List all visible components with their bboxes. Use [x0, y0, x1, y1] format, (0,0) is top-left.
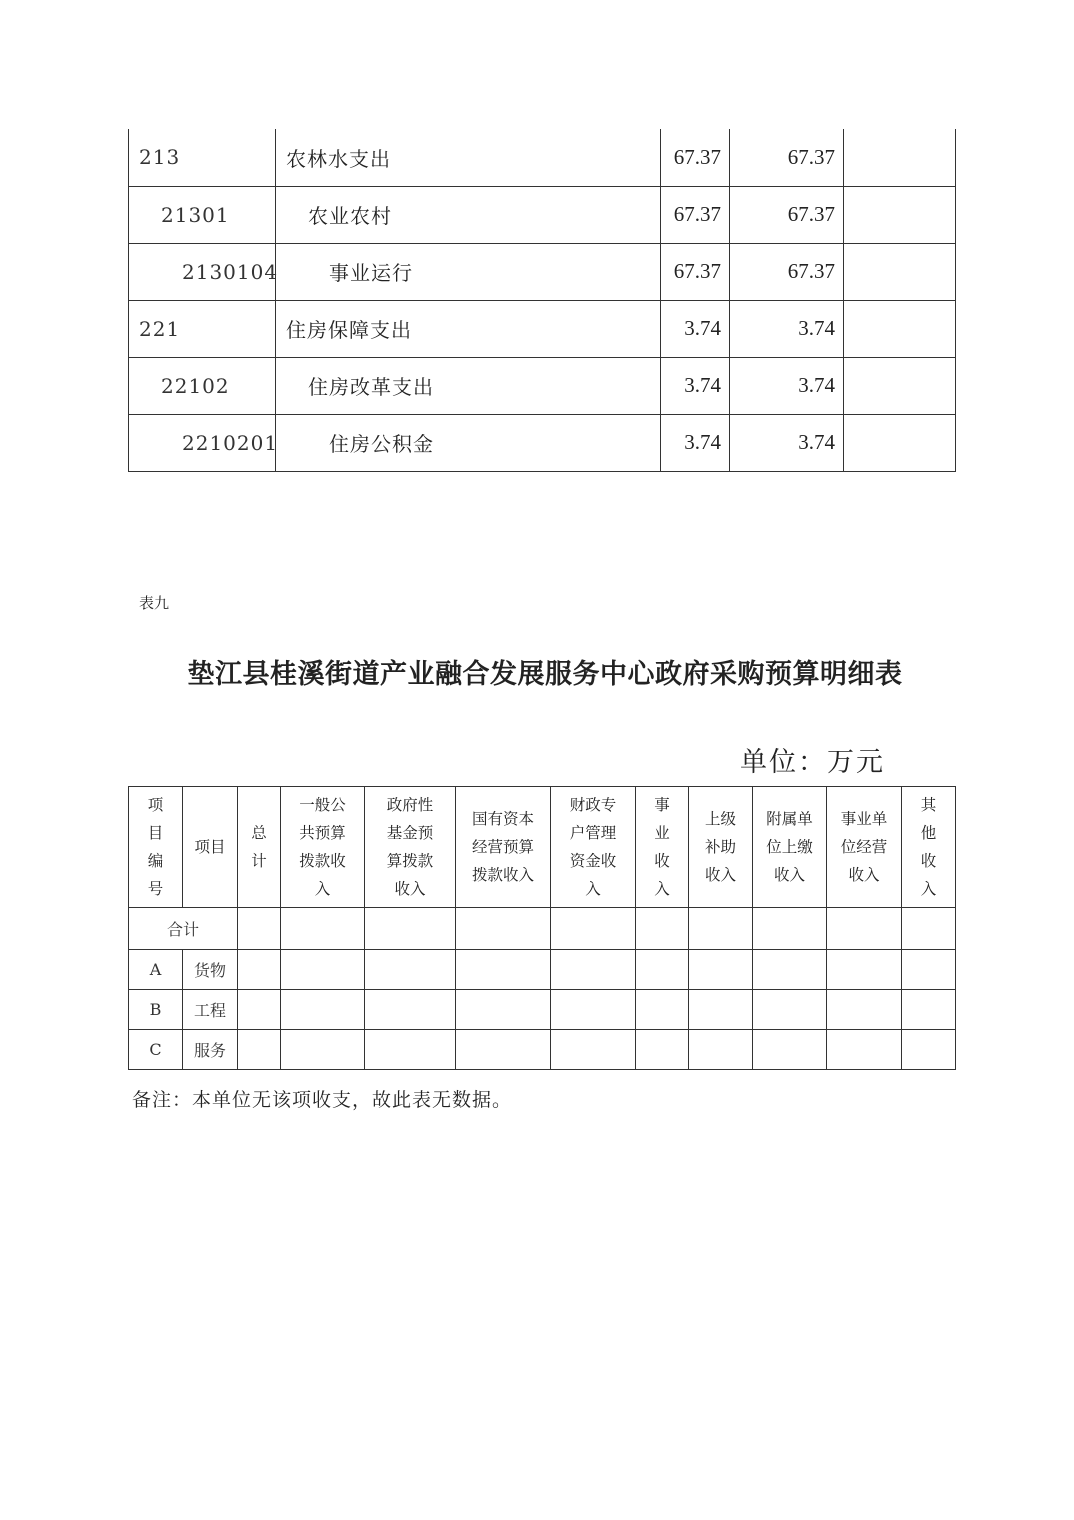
empty-cell	[551, 950, 636, 990]
total-amount: 3.74	[661, 414, 730, 471]
empty-cell	[456, 950, 551, 990]
empty-cell	[902, 1030, 956, 1070]
header-cell: 总 计	[238, 787, 281, 908]
header-cell: 其 他 收 入	[902, 787, 956, 908]
procurement-row	[129, 950, 956, 990]
basic-expenditure: 3.74	[730, 300, 844, 357]
project-expenditure	[844, 414, 956, 471]
empty-cell	[689, 950, 753, 990]
project-expenditure	[844, 357, 956, 414]
function-name: 住房公积金	[276, 414, 661, 471]
function-code: 2130104	[129, 243, 276, 300]
empty-cell	[636, 990, 689, 1030]
budget-row	[129, 129, 956, 186]
empty-cell	[551, 1030, 636, 1070]
function-name: 农业农村	[276, 186, 661, 243]
item-code: A	[129, 950, 183, 990]
total-amount: 3.74	[661, 300, 730, 357]
basic-expenditure: 3.74	[730, 357, 844, 414]
empty-cell	[689, 990, 753, 1030]
budget-expenditure-table	[128, 129, 956, 472]
empty-cell	[827, 950, 902, 990]
empty-cell	[827, 1030, 902, 1070]
empty-cell	[238, 990, 281, 1030]
total-amount: 67.37	[661, 129, 730, 186]
header-cell: 上级 补助 收入	[689, 787, 753, 908]
total-amount: 3.74	[661, 357, 730, 414]
budget-row	[129, 243, 956, 300]
total-row	[129, 908, 956, 950]
header-cell: 项 目 编 号	[129, 787, 183, 908]
empty-cell	[689, 1030, 753, 1070]
empty-cell	[456, 1030, 551, 1070]
function-code: 213	[129, 129, 276, 186]
empty-cell	[753, 990, 827, 1030]
header-cell: 附属单 位上缴 收入	[753, 787, 827, 908]
total-amount: 67.37	[661, 186, 730, 243]
empty-cell	[827, 990, 902, 1030]
empty-cell	[365, 1030, 456, 1070]
function-name: 住房保障支出	[276, 300, 661, 357]
project-expenditure	[844, 300, 956, 357]
empty-cell	[238, 950, 281, 990]
basic-expenditure: 67.37	[730, 243, 844, 300]
item-name: 货物	[183, 950, 238, 990]
footnote: 备注：本单位无该项收支，故此表无数据。	[132, 1089, 513, 1111]
function-name: 事业运行	[276, 243, 661, 300]
empty-cell	[753, 950, 827, 990]
unit-label: 单位：万元	[740, 747, 885, 778]
empty-cell	[636, 1030, 689, 1070]
function-name: 农林水支出	[276, 129, 661, 186]
header-cell: 事业单 位经营 收入	[827, 787, 902, 908]
table-number-label: 表九	[139, 594, 170, 612]
budget-row	[129, 414, 956, 471]
header-cell: 国有资本 经营预算 拨款收入	[456, 787, 551, 908]
header-cell: 一般公 共预算 拨款收 入	[281, 787, 365, 908]
project-expenditure	[844, 243, 956, 300]
empty-cell	[636, 950, 689, 990]
header-cell: 财政专 户管理 资金收 入	[551, 787, 636, 908]
header-cell: 政府性 基金预 算拨款 收入	[365, 787, 456, 908]
project-expenditure	[844, 129, 956, 186]
total-amount: 67.37	[661, 243, 730, 300]
function-code: 22102	[129, 357, 276, 414]
project-expenditure	[844, 186, 956, 243]
procurement-row	[129, 990, 956, 1030]
budget-row	[129, 300, 956, 357]
empty-cell	[281, 990, 365, 1030]
function-code: 21301	[129, 186, 276, 243]
basic-expenditure: 3.74	[730, 414, 844, 471]
budget-row	[129, 357, 956, 414]
item-name: 工程	[183, 990, 238, 1030]
empty-cell	[365, 990, 456, 1030]
item-code: C	[129, 1030, 183, 1070]
empty-cell	[281, 950, 365, 990]
item-name: 服务	[183, 1030, 238, 1070]
empty-cell	[902, 950, 956, 990]
procurement-row	[129, 1030, 956, 1070]
basic-expenditure: 67.37	[730, 129, 844, 186]
header-cell: 事 业 收 入	[636, 787, 689, 908]
function-name: 住房改革支出	[276, 357, 661, 414]
procurement-budget-table	[128, 786, 956, 1070]
item-code: B	[129, 990, 183, 1030]
budget-row	[129, 186, 956, 243]
empty-cell	[281, 1030, 365, 1070]
total-label: 合计	[129, 908, 238, 950]
page-title: 垫江县桂溪街道产业融合发展服务中心政府采购预算明细表	[187, 659, 903, 690]
empty-cell	[365, 950, 456, 990]
header-cell: 项目	[183, 787, 238, 908]
empty-cell	[238, 1030, 281, 1070]
function-code: 2210201	[129, 414, 276, 471]
function-code: 221	[129, 300, 276, 357]
empty-cell	[753, 1030, 827, 1070]
basic-expenditure: 67.37	[730, 186, 844, 243]
empty-cell	[551, 990, 636, 1030]
empty-cell	[456, 990, 551, 1030]
empty-cell	[902, 990, 956, 1030]
table-header-row	[129, 787, 956, 908]
